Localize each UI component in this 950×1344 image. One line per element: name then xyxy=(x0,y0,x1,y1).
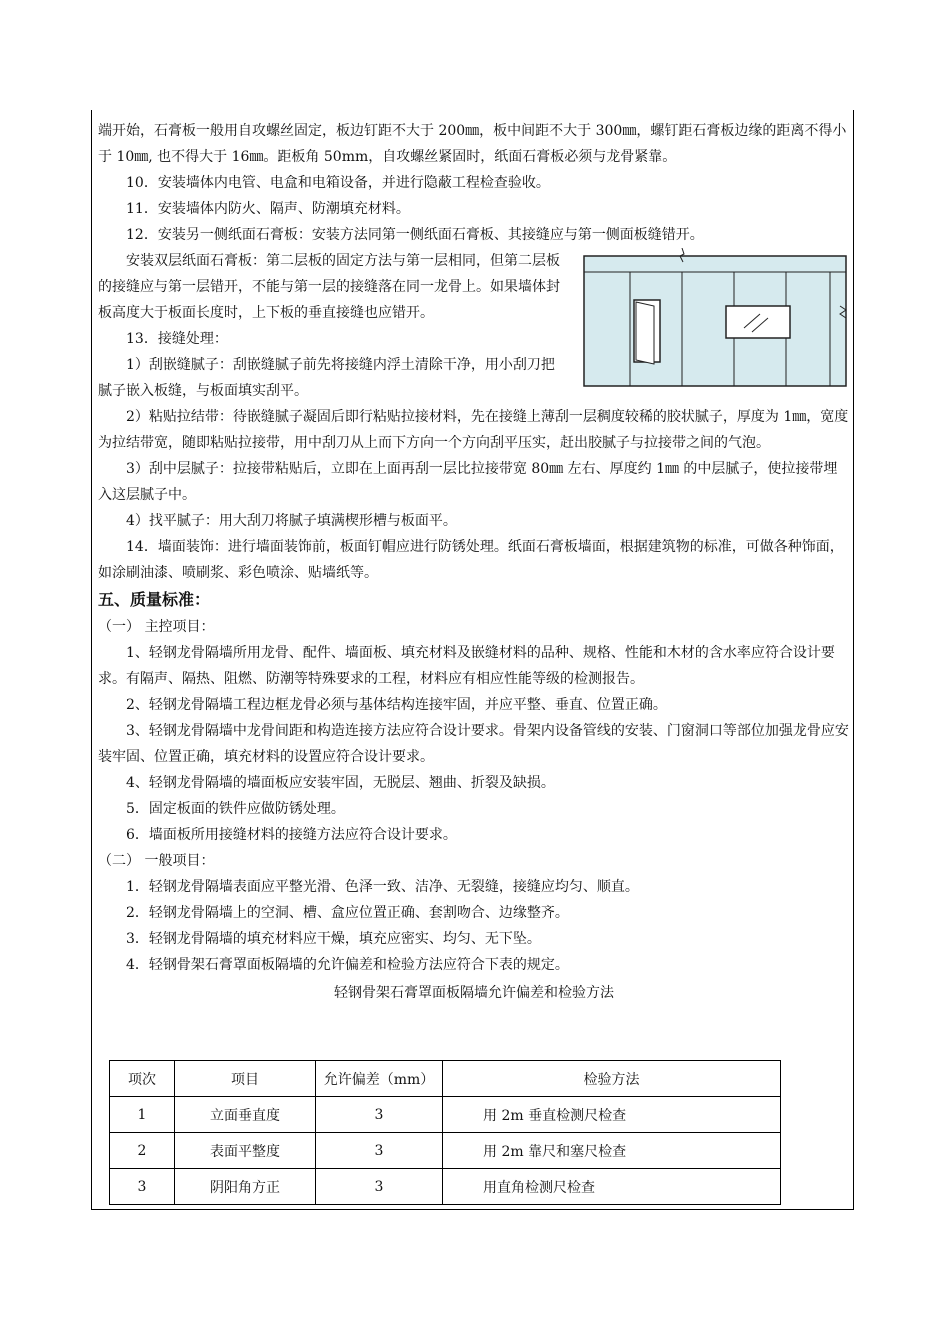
item-13: 13．接缝处理： xyxy=(126,331,228,347)
table-cell: 用直角检测尺检查 xyxy=(443,1169,781,1205)
main-items-title: （一） 主控项目： xyxy=(98,619,215,635)
section-title: 五、质量标准： xyxy=(98,590,211,609)
double-layer-paragraph: 安装双层纸面石膏板：第二层板的固定方法与第一层相同，但第二层板的接缝应与第一层错开，不能与第一层的接缝落在同一龙骨上。如果墙体封板高度大于板面长度时，上下板的垂直接缝也应错开。 xyxy=(98,253,560,321)
item-11: 11．安装墙体内防火、隔声、防潮填充材料。 xyxy=(126,201,410,217)
table-row xyxy=(110,1097,781,1133)
document-body xyxy=(98,118,850,1006)
table-cell: 3 xyxy=(316,1133,443,1169)
header-cell: 允许偏差（mm） xyxy=(316,1061,443,1097)
wall-partition-figure xyxy=(582,248,850,388)
table-row xyxy=(110,1169,781,1205)
main-item: 4、轻钢龙骨隔墙的墙面板应安装牢固，无脱层、翘曲、折裂及缺损。 xyxy=(126,775,555,791)
main-item: 1、轻钢龙骨隔墙所用龙骨、配件、墙面板、填充材料及嵌缝材料的品种、规格、性能和木材的含水率应符合设计要求。有隔声、隔热、阻燃、防潮等特殊要求的工程，材料应有相应性能等级的检测报告。 xyxy=(98,645,835,687)
main-item: 6．墙面板所用接缝材料的接缝方法应符合设计要求。 xyxy=(126,827,457,843)
table-cell: 3 xyxy=(316,1097,443,1133)
table-cell: 用 2m 靠尺和塞尺检查 xyxy=(443,1133,781,1169)
table-cell: 用 2m 垂直检测尺检查 xyxy=(443,1097,781,1133)
table-cell: 表面平整度 xyxy=(175,1133,316,1169)
header-cell: 项次 xyxy=(110,1061,175,1097)
step-2: 2）粘贴拉结带：待嵌缝腻子凝固后即行粘贴拉接材料，先在接缝上薄刮一层稠度较稀的胶状腻子，厚度为 1㎜，宽度为拉结带宽，随即粘贴拉接带，用中刮刀从上而下方向一个方向刮平压实，赶出胶腻子与拉接带之间的气泡。 xyxy=(98,409,849,451)
general-item: 4．轻钢骨架石膏罩面板隔墙的允许偏差和检验方法应符合下表的规定。 xyxy=(126,957,569,973)
paragraph-continuation: 端开始，石膏板一般用自攻螺丝固定，板边钉距不大于 200㎜，板中间距不大于 300㎜，螺钉距石膏板边缘的距离不得小于 10㎜, 也不得大于 16㎜。距板角 50mm，自攻螺丝紧固时，纸面石膏板必须与龙骨紧靠。 xyxy=(98,123,847,165)
item-12: 12．安装另一侧纸面石膏板：安装方法同第一侧纸面石膏板、其接缝应与第一侧面板缝错开。 xyxy=(126,227,704,243)
item-10: 10．安装墙体内电管、电盒和电箱设备，并进行隐蔽工程检查验收。 xyxy=(126,175,550,191)
table-cell: 1 xyxy=(110,1097,175,1133)
table-cell: 3 xyxy=(110,1169,175,1205)
header-cell: 项目 xyxy=(175,1061,316,1097)
table-cell: 3 xyxy=(316,1169,443,1205)
table-row xyxy=(110,1133,781,1169)
table-cell: 阴阳角方正 xyxy=(175,1169,316,1205)
wall-panel xyxy=(584,256,846,386)
step-4: 4）找平腻子：用大刮刀将腻子填满楔形槽与板面平。 xyxy=(126,513,457,529)
main-item: 3、轻钢龙骨隔墙中龙骨间距和构造连接方法应符合设计要求。骨架内设备管线的安装、门窗洞口等部位加强龙骨应安装牢固、位置正确，填充材料的设置应符合设计要求。 xyxy=(98,723,849,765)
table-caption: 轻钢骨架石膏罩面板隔墙允许偏差和检验方法 xyxy=(334,985,614,1001)
general-item: 2．轻钢龙骨隔墙上的空洞、槽、盒应位置正确、套割吻合、边缘整齐。 xyxy=(126,905,569,921)
table-cell: 立面垂直度 xyxy=(175,1097,316,1133)
door-leaf xyxy=(636,302,654,364)
wrapped-text-block xyxy=(98,248,568,404)
general-item: 3．轻钢龙骨隔墙的填充材料应干燥，填充应密实、均匀、无下坠。 xyxy=(126,931,541,947)
deviation-table xyxy=(109,1060,781,1205)
step-3: 3）刮中层腻子：拉接带粘贴后，立即在上面再刮一层比拉接带宽 80㎜ 左右、厚度约 1㎜ 的中层腻子，使拉接带埋入这层腻子中。 xyxy=(98,461,838,503)
header-cell: 检验方法 xyxy=(443,1061,781,1097)
table-cell: 2 xyxy=(110,1133,175,1169)
item-14: 14．墙面装饰：进行墙面装饰前，板面钉帽应进行防锈处理。纸面石膏板墙面，根据建筑物的标准，可做各种饰面，如涂刷油漆、喷刷浆、彩色喷涂、贴墙纸等。 xyxy=(98,539,844,581)
general-items-title: （二） 一般项目： xyxy=(98,853,215,869)
step-1: 1）刮嵌缝腻子：刮嵌缝腻子前先将接缝内浮土清除干净，用小刮刀把腻子嵌入板缝，与板面填实刮平。 xyxy=(98,357,555,399)
main-item: 2、轻钢龙骨隔墙工程边框龙骨必须与基体结构连接牢固，并应平整、垂直、位置正确。 xyxy=(126,697,667,713)
main-item: 5．固定板面的铁件应做防锈处理。 xyxy=(126,801,345,817)
general-item: 1．轻钢龙骨隔墙表面应平整光滑、色泽一致、洁净、无裂缝，接缝应均匀、顺直。 xyxy=(126,879,639,895)
table-header-row xyxy=(110,1061,781,1097)
window-opening xyxy=(726,306,790,338)
